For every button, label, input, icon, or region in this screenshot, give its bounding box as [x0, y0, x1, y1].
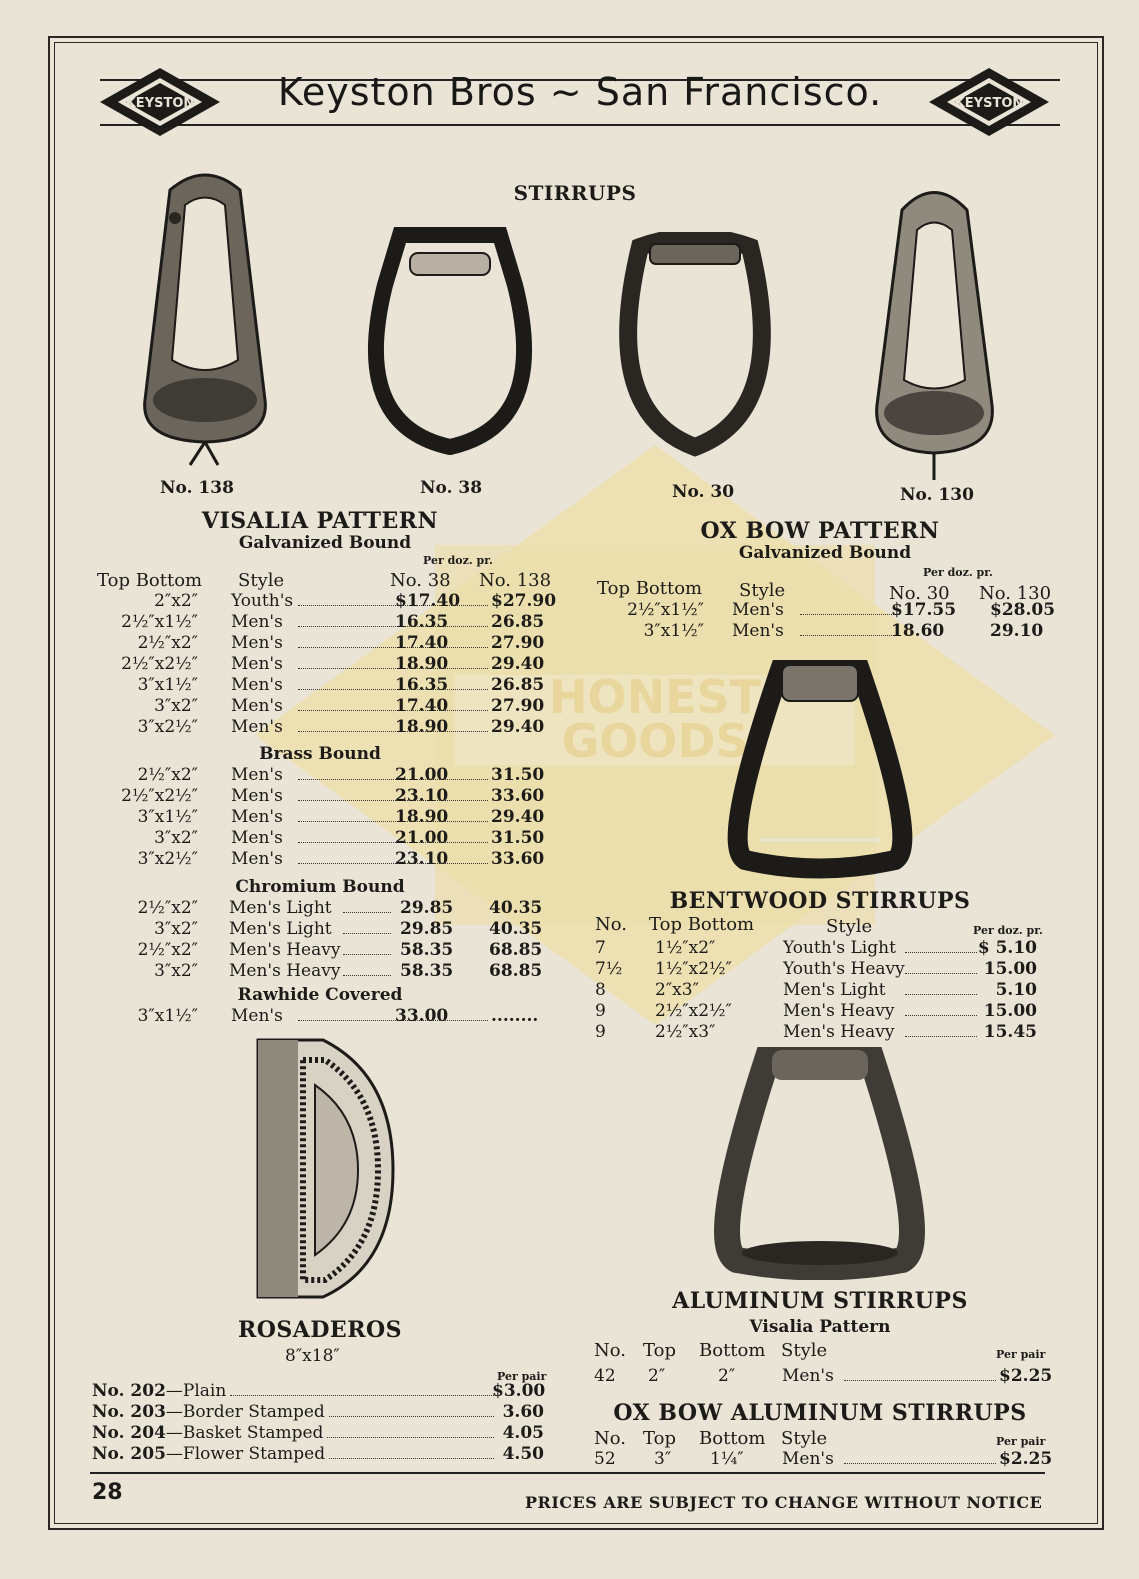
stirrup-138-image: [130, 160, 280, 470]
product-cell: No. 204—Basket Stamped: [92, 1423, 324, 1443]
dot-leader: [298, 786, 488, 801]
size-cell: 3″x1½″: [643, 621, 704, 641]
caption-no30: No. 30: [672, 482, 735, 502]
table-row: [595, 959, 1055, 980]
aluminum-head-no: No.: [594, 1340, 626, 1361]
price-cell: 58.35: [400, 961, 454, 981]
dot-leader: [298, 717, 488, 732]
style-cell: Men's: [231, 849, 283, 869]
price-notice: PRICES ARE SUBJECT TO CHANGE WITHOUT NOTICE: [525, 1493, 1043, 1512]
size-cell: 2½″x2½″: [121, 654, 198, 674]
price-cell: 21.00: [395, 765, 449, 785]
visalia-title: VISALIA PATTERN: [201, 508, 439, 534]
style-cell: Men's Heavy: [783, 1022, 895, 1042]
size-cell: 2½″x2″: [137, 940, 198, 960]
size-cell: 2½″x3″: [655, 1022, 716, 1042]
table-row: [98, 898, 568, 919]
stirrups-heading: STIRRUPS: [513, 181, 637, 205]
oxbow-al-bottom: 1¼″: [710, 1449, 744, 1469]
chromium-title: Chromium Bound: [235, 877, 405, 897]
rawhide-title: Rawhide Covered: [237, 985, 403, 1005]
price-cell: ........: [491, 1006, 539, 1026]
price-cell: 31.50: [491, 765, 545, 785]
dot-leader: [844, 1449, 996, 1464]
price-cell: 27.90: [491, 633, 545, 653]
table-row: [98, 807, 568, 828]
table-row: [98, 696, 568, 717]
svg-text:KEYSTON: KEYSTON: [125, 96, 195, 111]
size-cell: 1½″x2″: [655, 938, 716, 958]
dot-leader: [329, 1444, 494, 1459]
aluminum-price: $2.25: [999, 1366, 1053, 1386]
visalia-per-doz: Per doz. pr.: [423, 554, 493, 567]
price-cell: 68.85: [489, 961, 543, 981]
style-cell: Men's Heavy: [783, 1001, 895, 1021]
table-row: [598, 600, 1068, 621]
dot-leader: [343, 919, 391, 934]
table-row: [98, 591, 568, 612]
oxbow-title: OX BOW PATTERN: [700, 518, 940, 544]
size-cell: 2½″x1½″: [121, 612, 198, 632]
oxbow-al-price: $2.25: [999, 1449, 1053, 1469]
size-cell: 3″x2″: [154, 961, 198, 981]
oxbow-aluminum-title: OX BOW ALUMINUM STIRRUPS: [613, 1400, 1027, 1426]
oxbow-head-no30: No. 30: [889, 583, 950, 604]
table-row: [98, 1006, 568, 1027]
oxbow-al-head-bottom: Bottom: [699, 1428, 766, 1449]
table-row: [98, 828, 568, 849]
style-cell: Men's: [231, 675, 283, 695]
price-cell: 29.10: [990, 621, 1044, 641]
product-cell: No. 205—Flower Stamped: [92, 1444, 326, 1464]
price-cell: 16.35: [395, 612, 449, 632]
aluminum-head-top: Top: [643, 1340, 676, 1361]
aluminum-top: 2″: [648, 1366, 666, 1386]
style-cell: Men's Light: [783, 980, 886, 1000]
header-rule-bottom: [100, 124, 1060, 126]
aluminum-title: ALUMINUM STIRRUPS: [672, 1288, 968, 1314]
no-cell: 8: [595, 980, 606, 1000]
price-cell: 29.85: [400, 919, 454, 939]
visalia-head-size: Top Bottom: [97, 570, 203, 591]
stirrup-30-image: [605, 232, 785, 457]
style-cell: Men's: [231, 828, 283, 848]
aluminum-subtitle: Visalia Pattern: [749, 1317, 891, 1337]
size-cell: 1½″x2½″: [655, 959, 732, 979]
price-cell: 3.60: [502, 1402, 544, 1422]
table-row: [98, 919, 568, 940]
dot-leader: [343, 940, 391, 955]
dot-leader: [329, 1402, 494, 1417]
aluminum-row: [594, 1366, 1054, 1387]
table-row: [98, 675, 568, 696]
size-cell: 3″x2″: [154, 696, 198, 716]
watermark-line2: GOODS: [561, 714, 749, 768]
table-row: [98, 786, 568, 807]
style-cell: Men's: [231, 654, 283, 674]
rosaderos-size: 8″x18″: [285, 1346, 340, 1366]
price-cell: 4.50: [502, 1444, 544, 1464]
price-cell: 16.35: [395, 675, 449, 695]
caption-no38: No. 38: [420, 478, 483, 498]
table-row: [98, 717, 568, 738]
table-row: [98, 940, 568, 961]
table-row: [595, 980, 1055, 1001]
size-cell: 3″x2½″: [137, 717, 198, 737]
no-cell: 7: [595, 938, 606, 958]
price-cell: 15.00: [983, 1001, 1037, 1021]
size-cell: 3″x1½″: [137, 1006, 198, 1026]
table-row: [92, 1381, 552, 1402]
price-cell: 17.40: [395, 633, 449, 653]
dot-leader: [800, 621, 900, 636]
size-cell: 2″x3″: [655, 980, 699, 1000]
price-cell: $28.05: [990, 600, 1056, 620]
style-cell: Men's: [231, 717, 283, 737]
style-cell: Men's: [231, 786, 283, 806]
price-cell: 15.00: [983, 959, 1037, 979]
style-cell: Men's Heavy: [229, 961, 341, 981]
brass-title: Brass Bound: [259, 744, 381, 764]
size-cell: 2½″x2″: [137, 765, 198, 785]
oxbow-head-style: Style: [739, 580, 786, 601]
bentwood-head-no: No.: [595, 914, 627, 935]
price-cell: 26.85: [491, 675, 545, 695]
keyston-logo-right: [927, 66, 1051, 138]
price-cell: 68.85: [489, 940, 543, 960]
dot-leader: [298, 828, 488, 843]
rosaderos-image: [253, 1035, 398, 1303]
dot-leader: [298, 612, 488, 627]
dot-leader: [298, 675, 488, 690]
bentwood-title: BENTWOOD STIRRUPS: [669, 888, 971, 914]
price-cell: 33.60: [491, 786, 545, 806]
table-row: [92, 1423, 552, 1444]
keyston-logo-left: [98, 66, 222, 138]
price-cell: 58.35: [400, 940, 454, 960]
oxbow-al-no: 52: [594, 1449, 616, 1469]
table-row: [598, 621, 1068, 642]
visalia-head-style: Style: [238, 570, 285, 591]
style-cell: Youth's: [231, 591, 294, 611]
oxbow-aluminum-row: [594, 1449, 1054, 1470]
rosaderos-title: ROSADEROS: [237, 1317, 403, 1343]
visalia-head-no38: No. 38: [390, 570, 451, 591]
table-row: [98, 765, 568, 786]
table-row: [98, 654, 568, 675]
style-cell: Men's Light: [229, 898, 332, 918]
footer-rule: [90, 1472, 1045, 1474]
table-row: [595, 1022, 1055, 1043]
price-cell: 21.00: [395, 828, 449, 848]
price-cell: 29.85: [400, 898, 454, 918]
product-cell: No. 203—Border Stamped: [92, 1402, 325, 1422]
bentwood-stirrup-image: [720, 655, 920, 880]
style-cell: Men's: [732, 600, 784, 620]
rosaderos-per-pair: Per pair: [497, 1370, 547, 1383]
price-cell: 23.10: [395, 786, 449, 806]
aluminum-head-price: Per pair: [996, 1348, 1046, 1361]
size-cell: 3″x2″: [154, 919, 198, 939]
style-cell: Youth's Heavy: [783, 959, 905, 979]
price-cell: $ 5.10: [977, 938, 1037, 958]
price-cell: 33.00: [395, 1006, 449, 1026]
price-cell: 23.10: [395, 849, 449, 869]
dot-leader: [230, 1381, 494, 1396]
price-cell: $17.55: [891, 600, 957, 620]
size-cell: 2½″x1½″: [627, 600, 704, 620]
price-cell: 4.05: [502, 1423, 544, 1443]
dot-leader: [298, 807, 488, 822]
dot-leader: [298, 633, 488, 648]
dot-leader: [298, 849, 488, 864]
price-cell: 18.90: [395, 807, 449, 827]
price-cell: 5.10: [995, 980, 1037, 1000]
size-cell: 3″x1½″: [137, 675, 198, 695]
dot-leader: [343, 898, 391, 913]
dot-leader: [327, 1423, 494, 1438]
style-cell: Men's: [231, 765, 283, 785]
table-row: [98, 961, 568, 982]
style-cell: Men's: [231, 612, 283, 632]
price-cell: 18.90: [395, 717, 449, 737]
table-row: [92, 1444, 552, 1465]
oxbow-al-style: Men's: [782, 1449, 834, 1469]
price-cell: 18.60: [891, 621, 945, 641]
style-cell: Men's: [231, 696, 283, 716]
price-cell: 31.50: [491, 828, 545, 848]
price-cell: $17.40: [395, 591, 461, 611]
size-cell: 2½″x2½″: [121, 786, 198, 806]
price-cell: 26.85: [491, 612, 545, 632]
page-number: 28: [92, 1480, 123, 1505]
aluminum-bottom: 2″: [718, 1366, 736, 1386]
dot-leader: [298, 696, 488, 711]
size-cell: 2″x2″: [154, 591, 198, 611]
svg-text:KEYSTON: KEYSTON: [954, 96, 1024, 111]
price-cell: 29.40: [491, 807, 545, 827]
aluminum-style: Men's: [782, 1366, 834, 1386]
style-cell: Men's Light: [229, 919, 332, 939]
aluminum-stirrup-image: [712, 1045, 927, 1280]
caption-no138: No. 138: [160, 478, 234, 498]
oxbow-al-head-top: Top: [643, 1428, 676, 1449]
size-cell: 3″x1½″: [137, 807, 198, 827]
aluminum-no: 42: [594, 1366, 616, 1386]
style-cell: Men's Heavy: [229, 940, 341, 960]
oxbow-head-size: Top Bottom: [597, 578, 703, 599]
masthead-title: Keyston Bros ~ San Francisco.: [277, 70, 883, 114]
size-cell: 2½″x2½″: [655, 1001, 732, 1021]
table-row: [595, 938, 1055, 959]
dot-leader: [298, 654, 488, 669]
price-cell: 17.40: [395, 696, 449, 716]
style-cell: Youth's Light: [783, 938, 896, 958]
price-cell: 15.45: [983, 1022, 1037, 1042]
aluminum-head-bottom: Bottom: [699, 1340, 766, 1361]
dot-leader: [844, 1366, 996, 1381]
table-row: [92, 1402, 552, 1423]
size-cell: 2½″x2″: [137, 633, 198, 653]
no-cell: 7½: [595, 959, 623, 979]
table-row: [98, 633, 568, 654]
price-cell: 18.90: [395, 654, 449, 674]
product-cell: No. 202—Plain: [92, 1381, 227, 1401]
oxbow-al-head-style: Style: [781, 1428, 828, 1449]
oxbow-subtitle: Galvanized Bound: [738, 543, 912, 563]
bentwood-head-price: Per doz. pr.: [973, 924, 1043, 937]
table-row: [98, 849, 568, 870]
aluminum-head-style: Style: [781, 1340, 828, 1361]
stirrup-130-image: [862, 175, 1007, 485]
caption-no130: No. 130: [900, 485, 974, 505]
no-cell: 9: [595, 1001, 606, 1021]
visalia-subtitle: Galvanized Bound: [238, 533, 412, 553]
style-cell: Men's: [231, 633, 283, 653]
price-cell: 40.35: [489, 919, 543, 939]
oxbow-al-head-price: Per pair: [996, 1435, 1046, 1448]
watermark-line1: HONEST: [548, 670, 762, 724]
price-cell: 29.40: [491, 654, 545, 674]
style-cell: Men's: [231, 807, 283, 827]
oxbow-al-head-no: No.: [594, 1428, 626, 1449]
price-cell: 40.35: [489, 898, 543, 918]
oxbow-al-top: 3″: [654, 1449, 672, 1469]
table-row: [98, 612, 568, 633]
dot-leader: [298, 765, 488, 780]
price-cell: 27.90: [491, 696, 545, 716]
style-cell: Men's: [231, 1006, 283, 1026]
size-cell: 3″x2½″: [137, 849, 198, 869]
dot-leader: [343, 961, 391, 976]
dot-leader: [298, 1006, 488, 1021]
oxbow-head-no130: No. 130: [979, 583, 1052, 604]
price-cell: 29.40: [491, 717, 545, 737]
bentwood-head-style: Style: [826, 916, 873, 937]
bentwood-head-size: Top Bottom: [649, 914, 755, 935]
size-cell: 3″x2″: [154, 828, 198, 848]
size-cell: 2½″x2″: [137, 898, 198, 918]
no-cell: 9: [595, 1022, 606, 1042]
oxbow-per-doz: Per doz. pr.: [923, 566, 993, 579]
price-cell: $27.90: [491, 591, 557, 611]
visalia-head-no138: No. 138: [479, 570, 552, 591]
table-row: [595, 1001, 1055, 1022]
price-cell: 33.60: [491, 849, 545, 869]
dot-leader: [800, 600, 900, 615]
style-cell: Men's: [732, 621, 784, 641]
price-cell: $3.00: [492, 1381, 546, 1401]
